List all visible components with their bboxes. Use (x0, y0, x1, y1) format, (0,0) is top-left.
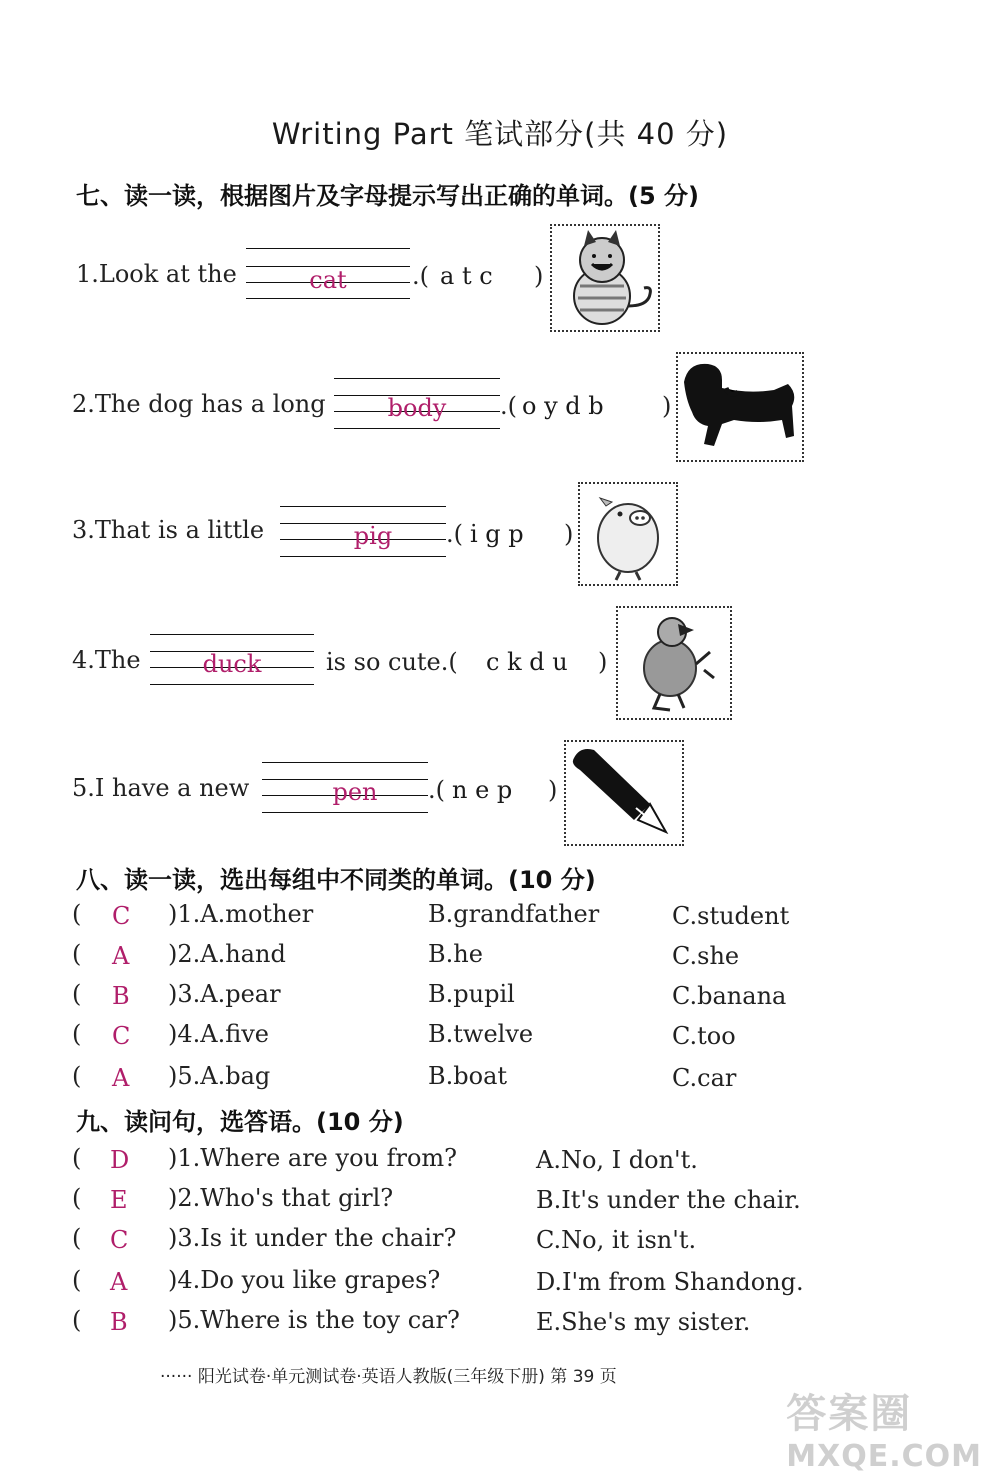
q-row-3-answer[interactable]: C (110, 1226, 129, 1254)
row-4-option-b: B.twelve (428, 1020, 534, 1048)
writing-line (246, 298, 410, 299)
q-row-1-answer[interactable]: D (110, 1146, 130, 1174)
q-row-3-option: C.No, it isn't. (536, 1226, 697, 1254)
q-row-1-question: )1.Where are you from? (168, 1144, 458, 1172)
item-5-prefix: 5.I have a new (72, 774, 250, 802)
q-row-2-option: B.It's under the chair. (536, 1186, 801, 1214)
item-3-letters: i g p (470, 520, 524, 548)
section-9-heading: 九、读问句，选答语。(10 分) (76, 1108, 404, 1136)
row-2-option-c: C.she (672, 942, 740, 970)
writing-line (262, 812, 428, 813)
q-row-4-question: )4.Do you like grapes? (168, 1266, 441, 1294)
item-1-close: ) (534, 262, 544, 290)
row-2-option-b: B.he (428, 940, 483, 968)
q-row-2-answer[interactable]: E (110, 1186, 128, 1214)
item-5-close: ) (548, 776, 558, 804)
watermark-top: 答案圈 (786, 1391, 913, 1437)
duck-icon (616, 606, 732, 720)
open-paren: ( (72, 1062, 82, 1090)
row-1-option-c: C.student (672, 902, 790, 930)
writing-line (150, 684, 314, 685)
page-title: Writing Part 笔试部分(共 40 分) (271, 117, 729, 151)
section-8-heading: 八、读一读，选出每组中不同类的单词。(10 分) (76, 866, 596, 894)
open-paren: ( (72, 1020, 82, 1048)
open-paren: ( (72, 1184, 82, 1212)
pig-icon (578, 482, 678, 586)
writing-line (334, 428, 500, 429)
item-5-suffix: .( (428, 776, 445, 804)
item-1-letters: a t c (440, 262, 493, 290)
item-5-letters: n e p (452, 776, 513, 804)
row-3-option-c: C.banana (672, 982, 787, 1010)
item-2-close: ) (662, 392, 672, 420)
item-3-close: ) (564, 520, 574, 548)
item-1-suffix: .( (412, 262, 429, 290)
row-5-option-a: )5.A.bag (168, 1062, 271, 1090)
q-row-5-question: )5.Where is the toy car? (168, 1306, 460, 1334)
row-5-option-c: C.car (672, 1064, 737, 1092)
open-paren: ( (72, 1224, 82, 1252)
item-4-letters: c k d u (486, 648, 568, 676)
writing-line (262, 762, 428, 763)
item-4-prefix: 4.The (72, 646, 141, 674)
pen-icon (564, 740, 684, 846)
row-5-option-b: B.boat (428, 1062, 508, 1090)
row-2-answer[interactable]: A (112, 942, 130, 970)
item-2-letters: o y d b (522, 392, 604, 420)
open-paren: ( (72, 1306, 82, 1334)
q-row-4-answer[interactable]: A (110, 1268, 128, 1296)
watermark (786, 1382, 982, 1474)
row-4-answer[interactable]: C (112, 1022, 131, 1050)
row-3-answer[interactable]: B (112, 982, 130, 1010)
item-5-answer[interactable]: pen (332, 778, 378, 806)
row-5-answer[interactable]: A (112, 1064, 130, 1092)
row-4-option-c: C.too (672, 1022, 736, 1050)
item-3-suffix: .( (446, 520, 463, 548)
item-2-prefix: 2.The dog has a long (72, 390, 326, 418)
item-1-answer[interactable]: cat (309, 266, 347, 294)
row-1-option-b: B.grandfather (428, 900, 600, 928)
q-row-1-option: A.No, I don't. (536, 1146, 698, 1174)
row-1-option-a: )1.A.mother (168, 900, 314, 928)
row-4-option-a: )4.A.five (168, 1020, 269, 1048)
writing-line (280, 506, 446, 507)
q-row-4-option: D.I'm from Shandong. (536, 1268, 804, 1296)
writing-line (280, 556, 446, 557)
item-4-suffix: is so cute.( (326, 648, 458, 676)
item-1-prefix: 1.Look at the (76, 260, 237, 288)
q-row-5-answer[interactable]: B (110, 1308, 128, 1336)
item-3-prefix: 3.That is a little (72, 516, 265, 544)
writing-line (334, 378, 500, 379)
writing-line (150, 634, 314, 635)
open-paren: ( (72, 1266, 82, 1294)
q-row-3-question: )3.Is it under the chair? (168, 1224, 457, 1252)
dog-icon (676, 352, 804, 462)
item-4-close: ) (598, 648, 608, 676)
page-footer: ······ 阳光试卷·单元测试卷·英语人教版(三年级下册) 第 39 页 (160, 1367, 617, 1387)
row-1-answer[interactable]: C (112, 902, 131, 930)
section-7-heading: 七、读一读，根据图片及字母提示写出正确的单词。(5 分) (76, 182, 699, 210)
open-paren: ( (72, 900, 82, 928)
q-row-5-option: E.She's my sister. (536, 1308, 751, 1336)
open-paren: ( (72, 980, 82, 1008)
cat-icon (550, 224, 660, 332)
open-paren: ( (72, 940, 82, 968)
open-paren: ( (72, 1144, 82, 1172)
item-2-answer[interactable]: body (387, 394, 447, 422)
writing-line (246, 248, 410, 249)
row-2-option-a: )2.A.hand (168, 940, 286, 968)
item-2-suffix: .( (500, 392, 517, 420)
item-4-answer[interactable]: duck (202, 650, 262, 678)
item-3-answer[interactable]: pig (353, 522, 393, 550)
watermark-bottom: MXQE.COM (786, 1439, 982, 1474)
row-3-option-a: )3.A.pear (168, 980, 281, 1008)
row-3-option-b: B.pupil (428, 980, 515, 1008)
q-row-2-question: )2.Who's that girl? (168, 1184, 394, 1212)
